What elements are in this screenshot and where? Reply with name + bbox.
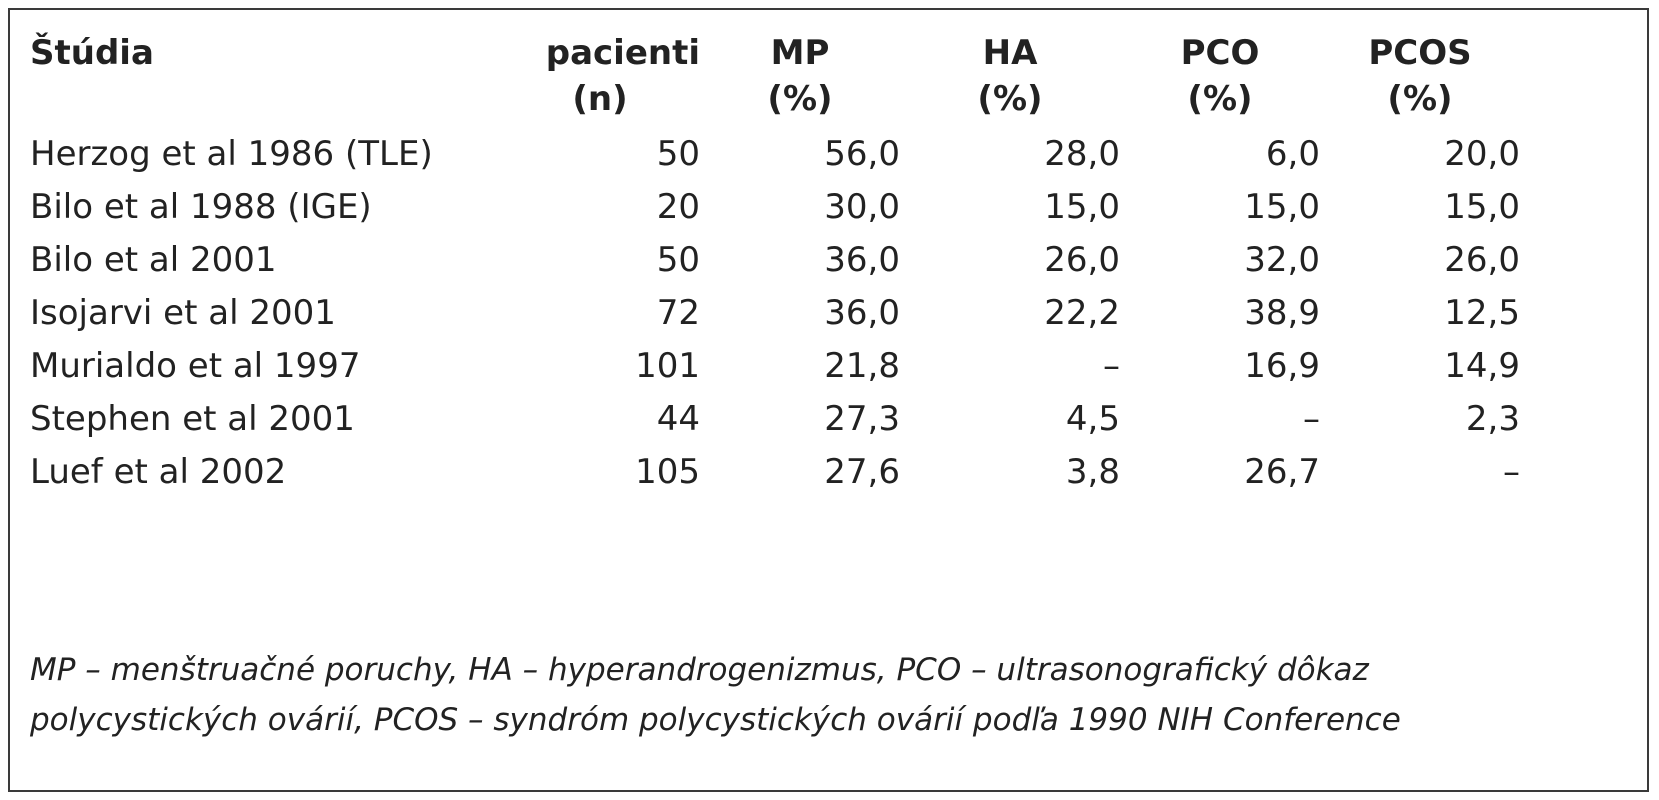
cell-ha: 28,0	[1044, 134, 1120, 174]
cell-patients: 50	[656, 240, 700, 280]
cell-pcos: 20,0	[1444, 134, 1520, 174]
cell-pcos: 26,0	[1444, 240, 1520, 280]
cell-mp: 36,0	[824, 293, 900, 333]
header-mp-unit: (%)	[767, 79, 833, 119]
cell-study: Bilo et al 1988 (IGE)	[30, 187, 372, 227]
cell-study: Isojarvi et al 2001	[30, 293, 336, 333]
cell-patients: 50	[656, 134, 700, 174]
table-row	[30, 287, 1520, 340]
header-patients: pacienti	[545, 33, 700, 73]
cell-pcos: –	[1503, 452, 1520, 492]
cell-mp: 27,6	[824, 452, 900, 492]
cell-ha: 4,5	[1065, 399, 1120, 439]
cell-patients: 105	[635, 452, 700, 492]
table-header	[30, 30, 1520, 128]
cell-study: Stephen et al 2001	[30, 399, 355, 439]
cell-study: Murialdo et al 1997	[30, 346, 361, 386]
header-pcos-unit: (%)	[1387, 79, 1453, 119]
cell-pco: 16,9	[1244, 346, 1320, 386]
header-row-1	[30, 30, 1520, 76]
cell-mp: 56,0	[824, 134, 900, 174]
cell-study: Herzog et al 1986 (TLE)	[30, 134, 433, 174]
cell-study: Bilo et al 2001	[30, 240, 277, 280]
cell-pco: 26,7	[1244, 452, 1320, 492]
cell-ha: –	[1103, 346, 1120, 386]
cell-pco: 38,9	[1244, 293, 1320, 333]
cell-ha: 22,2	[1044, 293, 1120, 333]
table-row	[30, 128, 1520, 181]
header-study: Štúdia	[30, 33, 154, 73]
cell-patients: 72	[656, 293, 700, 333]
header-pcos: PCOS	[1368, 33, 1472, 73]
header-mp: MP	[770, 33, 830, 73]
cell-pco: 15,0	[1244, 187, 1320, 227]
cell-mp: 36,0	[824, 240, 900, 280]
table-row	[30, 340, 1520, 393]
table-body	[30, 128, 1520, 499]
cell-ha: 26,0	[1044, 240, 1120, 280]
cell-pco: –	[1303, 399, 1320, 439]
table-footnote	[30, 645, 1610, 745]
cell-ha: 15,0	[1044, 187, 1120, 227]
footnote-line-1: MP – menštruačné poruchy, HA – hyperandrogenizmus, PCO – ultrasonografický dôkaz	[30, 652, 1369, 688]
header-ha-unit: (%)	[977, 79, 1043, 119]
header-row-2	[30, 76, 1520, 128]
cell-pcos: 12,5	[1444, 293, 1520, 333]
study-table	[30, 30, 1520, 499]
cell-patients: 20	[656, 187, 700, 227]
cell-study: Luef et al 2002	[30, 452, 287, 492]
header-ha: HA	[982, 33, 1038, 73]
footnote-line-2: polycystických ovárií, PCOS – syndróm polycystických ovárií podľa 1990 NIH Conference	[30, 702, 1401, 738]
table-row	[30, 234, 1520, 287]
cell-pcos: 2,3	[1465, 399, 1520, 439]
cell-ha: 3,8	[1065, 452, 1120, 492]
header-study-sub	[30, 76, 500, 128]
table-row	[30, 181, 1520, 234]
table-row	[30, 446, 1520, 499]
cell-pcos: 15,0	[1444, 187, 1520, 227]
table-row	[30, 393, 1520, 446]
header-patients-unit: (n)	[572, 79, 628, 119]
header-pco: PCO	[1180, 33, 1260, 73]
cell-mp: 21,8	[824, 346, 900, 386]
cell-patients: 101	[635, 346, 700, 386]
cell-mp: 30,0	[824, 187, 900, 227]
header-pco-unit: (%)	[1187, 79, 1253, 119]
cell-pcos: 14,9	[1444, 346, 1520, 386]
cell-pco: 6,0	[1265, 134, 1320, 174]
cell-mp: 27,3	[824, 399, 900, 439]
cell-pco: 32,0	[1244, 240, 1320, 280]
cell-patients: 44	[656, 399, 700, 439]
